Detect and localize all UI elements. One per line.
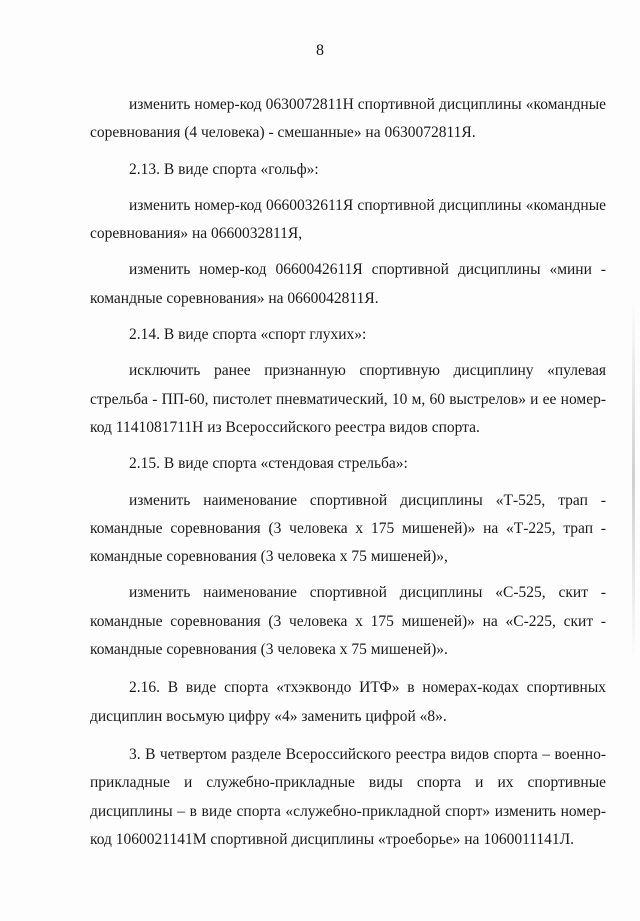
paragraph-deaf-sport-exclusion: исключить ранее признанную спортивную дисциплину «пулевая стрельба - ПП-60, пистолет пневматический, 10 м, 60 выстрелов» и ее номер-код 1141081711Н из Всероссийского реестра видов спорта.: [90, 362, 606, 436]
paragraph-2-13-heading: 2.13. В виде спорта «гольф»:: [129, 160, 319, 178]
paragraph-2-14-heading: 2.14. В виде спорта «спорт глухих»:: [129, 326, 367, 344]
paragraph-skeet-rename: изменить наименование спортивной дисциплины «С-525, скит - командные соревнования (3 человека х 175 мишеней)» на «С-225, скит - командные соревнования (3 человека х 75 мишеней)».: [90, 584, 606, 659]
paragraph-golf-intro-change: изменить номер-код 0630072811Н спортивной дисциплины «командные соревнования (4 человека) - смешанные» на 0630072811Я.: [90, 96, 606, 142]
paragraph-2-15-heading: 2.15. В виде спорта «стендовая стрельба»:: [129, 455, 408, 473]
page-number: 8: [316, 42, 324, 59]
paragraph-golf-team-change: изменить номер-код 0660032611Я спортивной дисциплины «командные соревнования» на 0660032811Я,: [90, 196, 606, 243]
paragraph-2-16-taekwondo: 2.16. В виде спорта «тхэквондо ИТФ» в номерах-кодах спортивных дисциплин восьмую цифру «4» заменить цифрой «8».: [90, 679, 606, 725]
paragraph-trap-rename: изменить наименование спортивной дисциплины «Т-525, трап - командные соревнования (3 человека х 175 мишеней)» на «Т-225, трап - командные соревнования (3 человека х 75 мишеней)»,: [90, 491, 606, 566]
document-body: [90, 91, 606, 854]
paragraph-section-3: 3. В четвертом разделе Всероссийского реестра видов спорта – военно-прикладные и служебно-прикладные виды спорта и их спортивные дисциплины – в виде спорта «служебно-прикладной спорт» изменить номер-код 1060021141М спортивной дисциплины «троеборье» на 1060011141Л.: [90, 745, 606, 848]
paragraph-golf-mini-change: изменить номер-код 0660042611Я спортивной дисциплины «мини - командные соревнования» на 0660042811Я.: [90, 261, 606, 307]
scan-edge-shadow: [632, 300, 635, 660]
